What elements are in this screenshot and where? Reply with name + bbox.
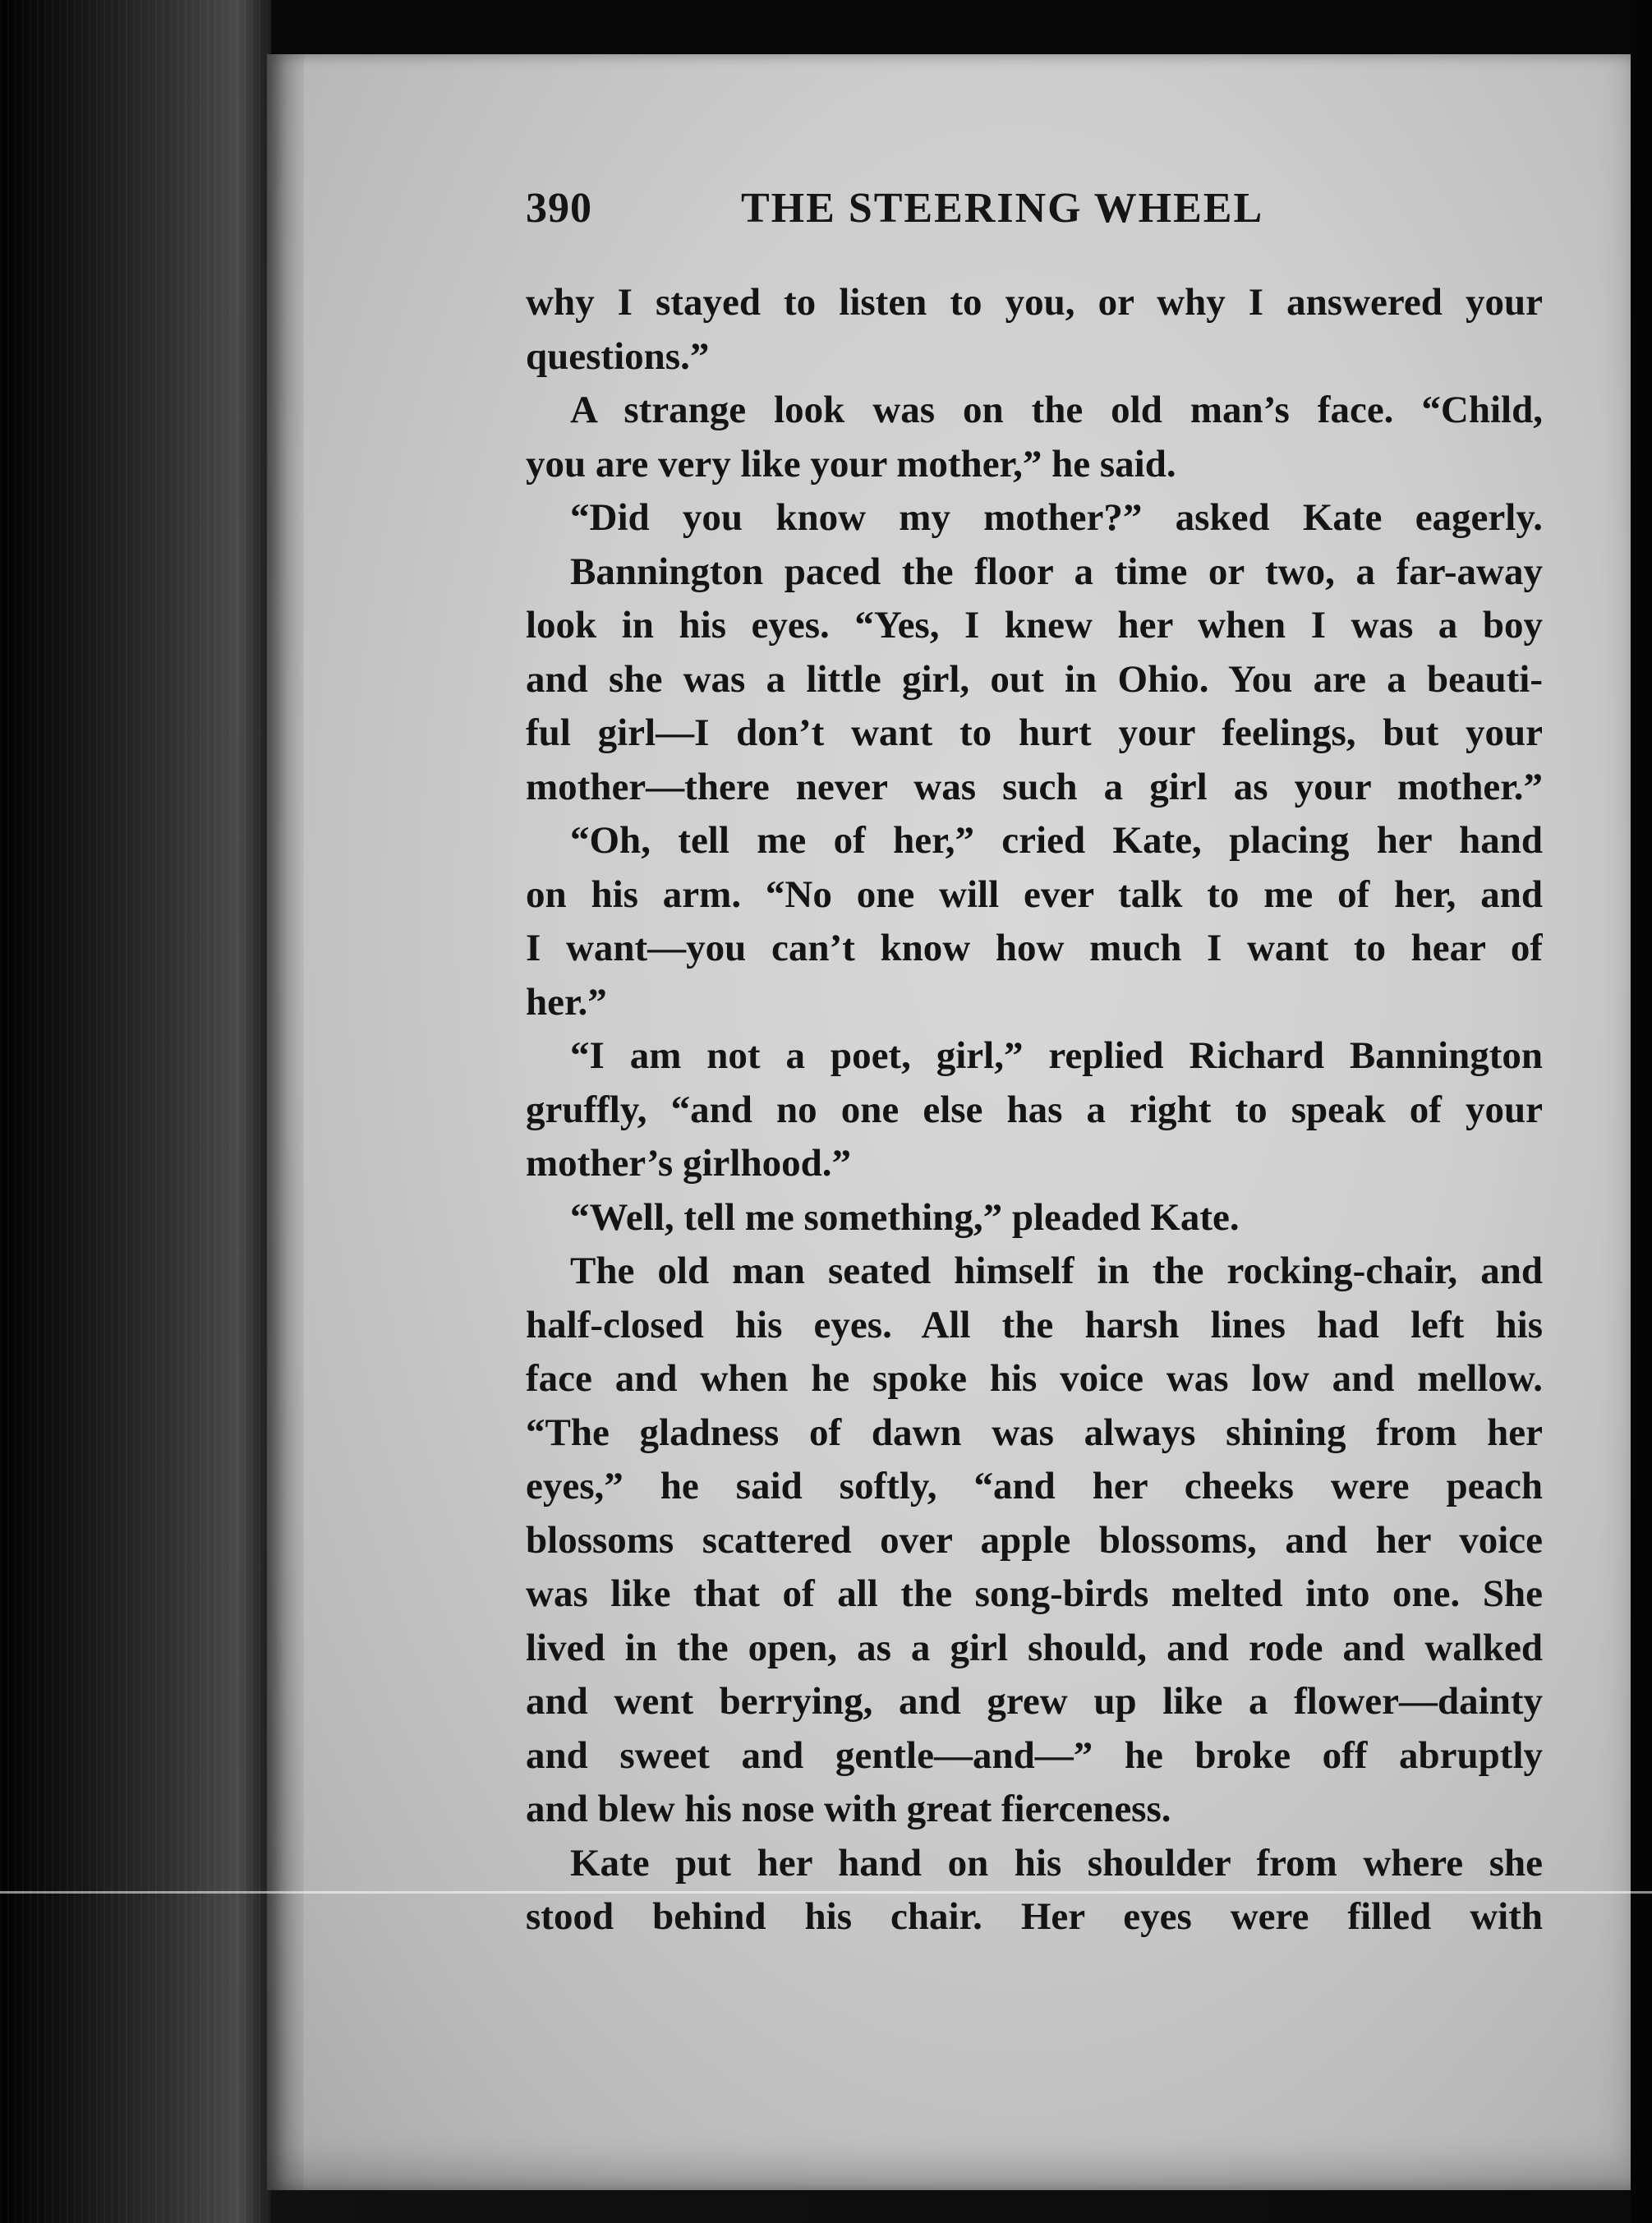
text-line: you are very like your mother,” he said.	[526, 442, 1176, 486]
text-line: eyes,” he said softly, “and her cheeks were peach	[526, 1465, 1543, 1507]
book-gutter	[0, 0, 271, 2223]
text-line: questions.”	[526, 334, 710, 378]
text-line: gruffly, “and no one else has a right to speak of your	[526, 1088, 1543, 1131]
text-line: The old man seated himself in the rocking-chair, and	[570, 1250, 1543, 1292]
text-line: on his arm. “No one will ever talk to me of her, and	[526, 872, 1543, 916]
text-line: look in his eyes. “Yes, I knew her when I was a boy	[526, 604, 1543, 647]
text-line: “Did you know my mother?” asked Kate eagerly.	[570, 496, 1543, 539]
text-line: mother’s girlhood.”	[526, 1142, 851, 1185]
text-line: A strange look was on the old man’s face. “Child,	[570, 389, 1543, 431]
scan-right-border	[1631, 0, 1652, 2223]
text-line: “Well, tell me something,” pleaded Kate.	[570, 1195, 1240, 1239]
text-line: and blew his nose with great fierceness.	[526, 1788, 1171, 1830]
scan-artifact-line	[0, 1891, 1652, 1894]
text-line: half-closed his eyes. All the harsh lines had left his	[526, 1303, 1543, 1346]
text-line: “Oh, tell me of her,” cried Kate, placing her hand	[570, 819, 1543, 862]
text-line: Kate put her hand on his shoulder from where she	[570, 1841, 1543, 1885]
text-line: blossoms scattered over apple blossoms, and her voice	[526, 1518, 1543, 1562]
text-line: ful girl—I don’t want to hurt your feelings, but your	[526, 711, 1543, 754]
running-header	[526, 174, 1544, 240]
text-line: I want—you can’t know how much I want to hear of	[526, 927, 1543, 969]
page-spine-shadow	[267, 54, 304, 2190]
body-text	[526, 276, 1543, 1945]
text-line: mother—there never was such a girl as your mother.”	[526, 765, 1543, 808]
text-line: stood behind his chair. Her eyes were filled with	[526, 1895, 1543, 1938]
text-line: her.”	[526, 980, 607, 1024]
text-line: face and when he spoke his voice was low and mellow.	[526, 1357, 1543, 1400]
text-line: “I am not a poet, girl,” replied Richard Bannington	[570, 1034, 1543, 1077]
text-line: and she was a little girl, out in Ohio. You are a beauti-	[526, 657, 1543, 701]
text-line: lived in the open, as a girl should, and rode and walked	[526, 1626, 1543, 1669]
text-line: was like that of all the song-birds melted into one. She	[526, 1572, 1543, 1615]
running-title: THE STEERING WHEEL	[741, 185, 1264, 232]
text-line: “The gladness of dawn was always shining from her	[526, 1411, 1543, 1454]
text-line: Bannington paced the floor a time or two, a far-away	[570, 550, 1543, 593]
text-line: and went berrying, and grew up like a flower—dainty	[526, 1680, 1543, 1723]
text-line: why I stayed to listen to you, or why I answered your	[526, 281, 1543, 324]
text-line: and sweet and gentle—and—” he broke off abruptly	[526, 1733, 1543, 1777]
page-number: 390	[526, 185, 592, 232]
